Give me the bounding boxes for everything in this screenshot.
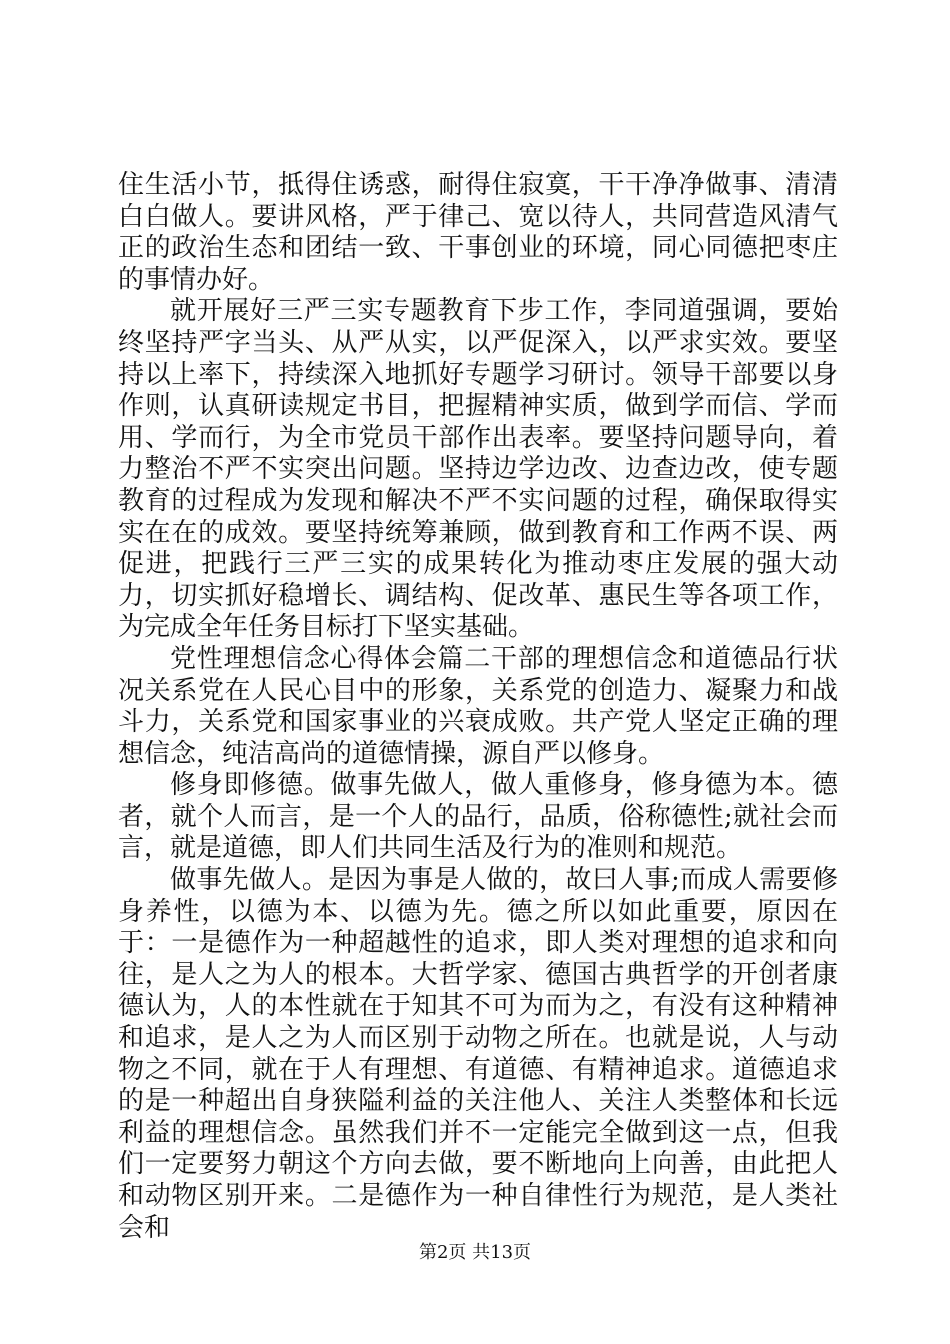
paragraph: 修身即修德。做事先做人，做人重修身，修身德为本。德者，就个人而言，是一个人的品行，品质，俗称德性;就社会而言，就是道德，即人们共同生活及行为的准则和规范。: [118, 770, 838, 864]
paragraph: 做事先做人。是因为事是人做的，故曰人事;而成人需要修身养性，以德为本、以德为先。德之所以如此重要，原因在于：一是德作为一种超越性的追求，即人类对理想的追求和向往，是人之为人的根本。大哲学家、德国古典哲学的开创者康德认为，人的本性就在于知其不可为而为之，有没有这种精神和追求，是人之为人而区别于动物之所在。也就是说，人与动物之不同，就在于人有理想、有道德、有精神追求。道德追求的是一种超出自身狭隘利益的关注他人、关注人类整体和长远利益的理想信念。虽然我们并不一定能完全做到这一点，但我们一定要努力朝这个方向去做，要不断地向上向善，由此把人和动物区别开来。二是德作为一种自律性行为规范，是人类社会和: [118, 865, 838, 1243]
paragraph: 党性理想信念心得体会篇二干部的理想信念和道德品行状况关系党在人民心目中的形象，关系党的创造力、凝聚力和战斗力，关系党和国家事业的兴衰成败。共产党人坚定正确的理想信念，纯洁高尚的道德情操，源自严以修身。: [118, 643, 838, 769]
page-number-footer: 第2页 共13页: [418, 1242, 532, 1263]
paragraph: 就开展好三严三实专题教育下步工作，李同道强调，要始终坚持严字当头、从严从实，以严促深入，以严求实效。要坚持以上率下，持续深入地抓好专题学习研讨。领导干部要以身作则，认真研读规定书目，把握精神实质，做到学而信、学而用、学而行，为全市党员干部作出表率。要坚持问题导向，着力整治不严不实突出问题。坚持边学边改、边查边改，使专题教育的过程成为发现和解决不严不实问题的过程，确保取得实实在在的成效。要坚持统筹兼顾，做到教育和工作两不误、两促进，把践行三严三实的成果转化为推动枣庄发展的强大动力，切实抓好稳增长、调结构、促改革、惠民生等各项工作，为完成全年任务目标打下坚实基础。: [118, 296, 838, 643]
document-body: [118, 170, 838, 1244]
paragraph: 住生活小节，抵得住诱惑，耐得住寂寞，干干净净做事、清清白白做人。要讲风格，严于律己、宽以待人，共同营造风清气正的政治生态和团结一致、干事创业的环境，同心同德把枣庄的事情办好。: [118, 170, 838, 295]
